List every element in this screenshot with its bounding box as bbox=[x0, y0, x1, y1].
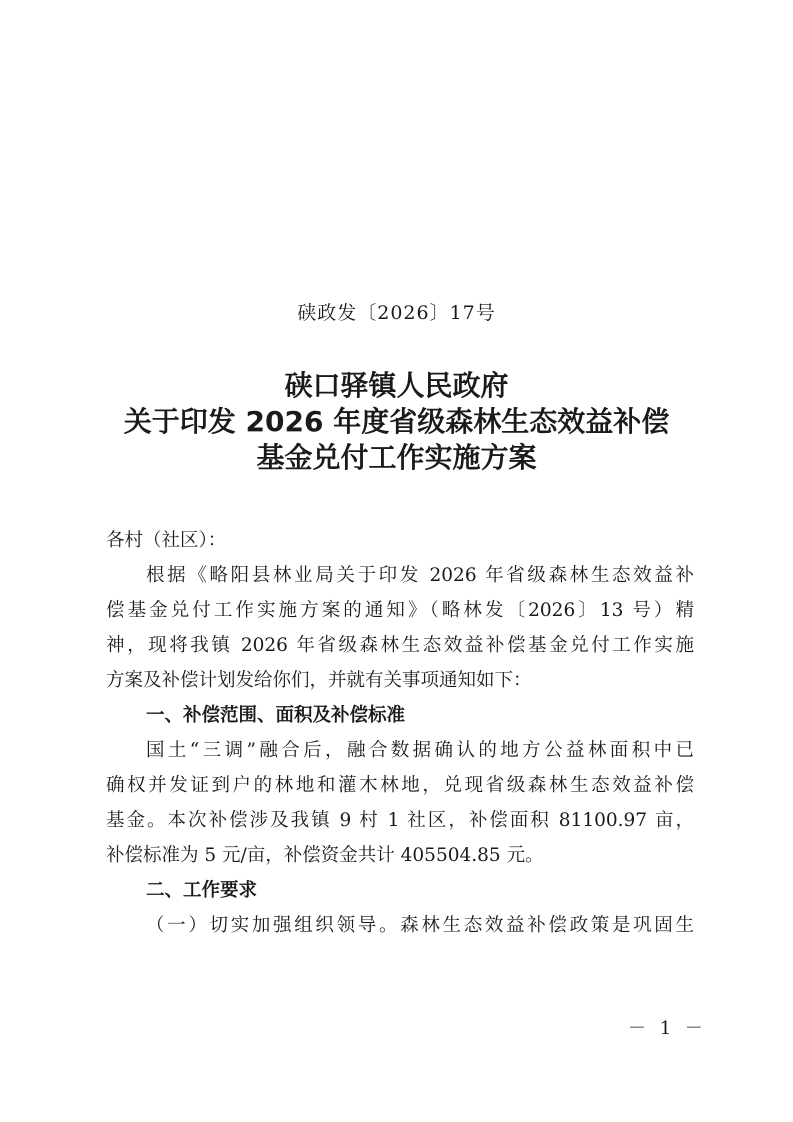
paragraph-2-line-1: 国土“三调”融合后，融合数据确认的地方公益林面积中已 bbox=[146, 740, 694, 761]
document-number: 硖政发〔2026〕17号 bbox=[297, 302, 496, 324]
paragraph-2-line-3: 基金。本次补偿涉及我镇 9 村 1 社区，补偿面积 81100.97 亩， bbox=[106, 810, 694, 831]
section-heading-2: 二、工作要求 bbox=[146, 880, 258, 901]
paragraph-2-line-4: 补偿标准为 5 元/亩，补偿资金共计 405504.85 元。 bbox=[106, 845, 544, 866]
title-line-1: 硖口驿镇人民政府 bbox=[284, 369, 509, 402]
paragraph-1-line-1: 根据《略阳县林业局关于印发 2026 年省级森林生态效益补 bbox=[146, 565, 694, 586]
salutation: 各村（社区）： bbox=[106, 530, 227, 551]
section-heading-1: 一、补偿范围、面积及补偿标准 bbox=[146, 705, 406, 726]
paragraph-1-line-3: 神，现将我镇 2026 年省级森林生态效益补偿基金兑付工作实施 bbox=[106, 635, 694, 656]
paragraph-2-line-2: 确权并发证到户的林地和灌木林地，兑现省级森林生态效益补偿 bbox=[106, 775, 694, 796]
document-body bbox=[106, 523, 694, 943]
paragraph-1-line-2: 偿基金兑付工作实施方案的通知》（略林发〔2026〕13 号）精 bbox=[106, 600, 694, 621]
document-title bbox=[0, 368, 793, 476]
page-number: － 1 － bbox=[628, 1018, 707, 1039]
paragraph-1-line-4: 方案及补偿计划发给你们，并就有关事项通知如下： bbox=[106, 670, 532, 691]
title-line-2: 关于印发 2026 年度省级森林生态效益补偿 bbox=[123, 405, 670, 438]
title-line-3: 基金兑付工作实施方案 bbox=[256, 441, 537, 474]
paragraph-3-line-1: （一）切实加强组织领导。森林生态效益补偿政策是巩固生 bbox=[146, 915, 694, 936]
